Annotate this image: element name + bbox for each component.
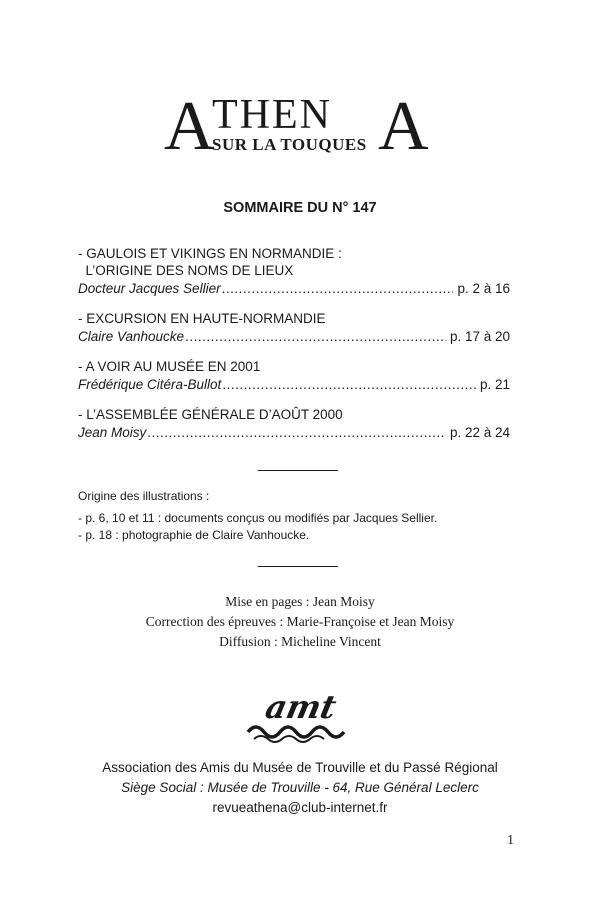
credit-line-layout: Mise en pages : Jean Moisy	[225, 594, 375, 609]
table-of-contents	[78, 245, 510, 454]
sommaire-heading: SOMMAIRE DU N° 147	[223, 200, 377, 216]
toc-page-range: p. 21	[479, 377, 510, 392]
toc-item-title-line: - EXCURSION EN HAUTE-NORMANDIE	[78, 311, 326, 326]
association-name: Association des Amis du Musée de Trouville et du Passé Régional	[102, 760, 498, 775]
association-address: Siège Social : Musée de Trouville - 64, Rue Général Leclerc	[121, 780, 479, 795]
toc-leader-dots	[222, 375, 476, 394]
toc-item	[78, 245, 510, 298]
toc-item	[78, 358, 510, 394]
credit-line-proofreading: Correction des épreuves : Marie-Françoise et Jean Moisy	[145, 614, 455, 629]
toc-page-range: p. 22 à 24	[449, 425, 510, 440]
toc-item-title-line: - L’ASSEMBLÉE GÉNÉRALE D’AOÛT 2000	[78, 407, 343, 422]
amt-logo-text: amt	[262, 688, 340, 726]
toc-page-range: p. 17 à 20	[449, 329, 510, 344]
illustrations-line: - p. 6, 10 et 11 : documents conçus ou modifiés par Jacques Sellier.	[78, 511, 438, 525]
toc-author: Docteur Jacques Sellier	[78, 281, 221, 296]
toc-leader-dots	[185, 327, 446, 346]
toc-item-title-line: - A VOIR AU MUSÉE EN 2001	[78, 359, 261, 374]
divider-rule	[258, 566, 338, 567]
masthead-subtitle: SUR LA TOUQUES	[212, 135, 367, 154]
illustrations-heading: Origine des illustrations :	[78, 489, 210, 503]
toc-item-title-line: L’ORIGINE DES NOMS DE LIEUX	[78, 263, 294, 278]
toc-item	[78, 310, 510, 346]
illustrations-line: - p. 18 : photographie de Claire Vanhoucke.	[78, 528, 310, 542]
toc-item-entry	[78, 375, 510, 394]
production-credits	[0, 592, 600, 652]
masthead-big-a-left: A	[164, 88, 215, 165]
association-info	[0, 758, 600, 818]
toc-page-range: p. 2 à 16	[457, 281, 510, 296]
masthead-logo	[160, 88, 440, 165]
masthead-big-a-right: A	[378, 88, 429, 165]
amt-logo	[242, 688, 357, 743]
toc-author: Jean Moisy	[78, 425, 147, 440]
toc-item-entry	[78, 327, 510, 346]
toc-author: Frédérique Citéra-Bullot	[78, 377, 222, 392]
amt-logo-waves-lower	[254, 736, 324, 742]
toc-item-entry	[78, 423, 510, 442]
masthead-title: THEN	[212, 92, 332, 138]
toc-item-entry	[78, 279, 510, 298]
page-number: 1	[507, 833, 514, 848]
toc-item-title-line: - GAULOIS ET VIKINGS EN NORMANDIE :	[78, 246, 342, 261]
divider-rule	[258, 470, 338, 471]
credit-line-distribution: Diffusion : Micheline Vincent	[219, 634, 381, 649]
illustrations-credits	[78, 488, 437, 544]
toc-leader-dots	[222, 279, 454, 298]
toc-leader-dots	[147, 423, 446, 442]
association-email: revueathena@club-internet.fr	[212, 800, 388, 815]
toc-item	[78, 406, 510, 442]
toc-author: Claire Vanhoucke	[78, 329, 185, 344]
